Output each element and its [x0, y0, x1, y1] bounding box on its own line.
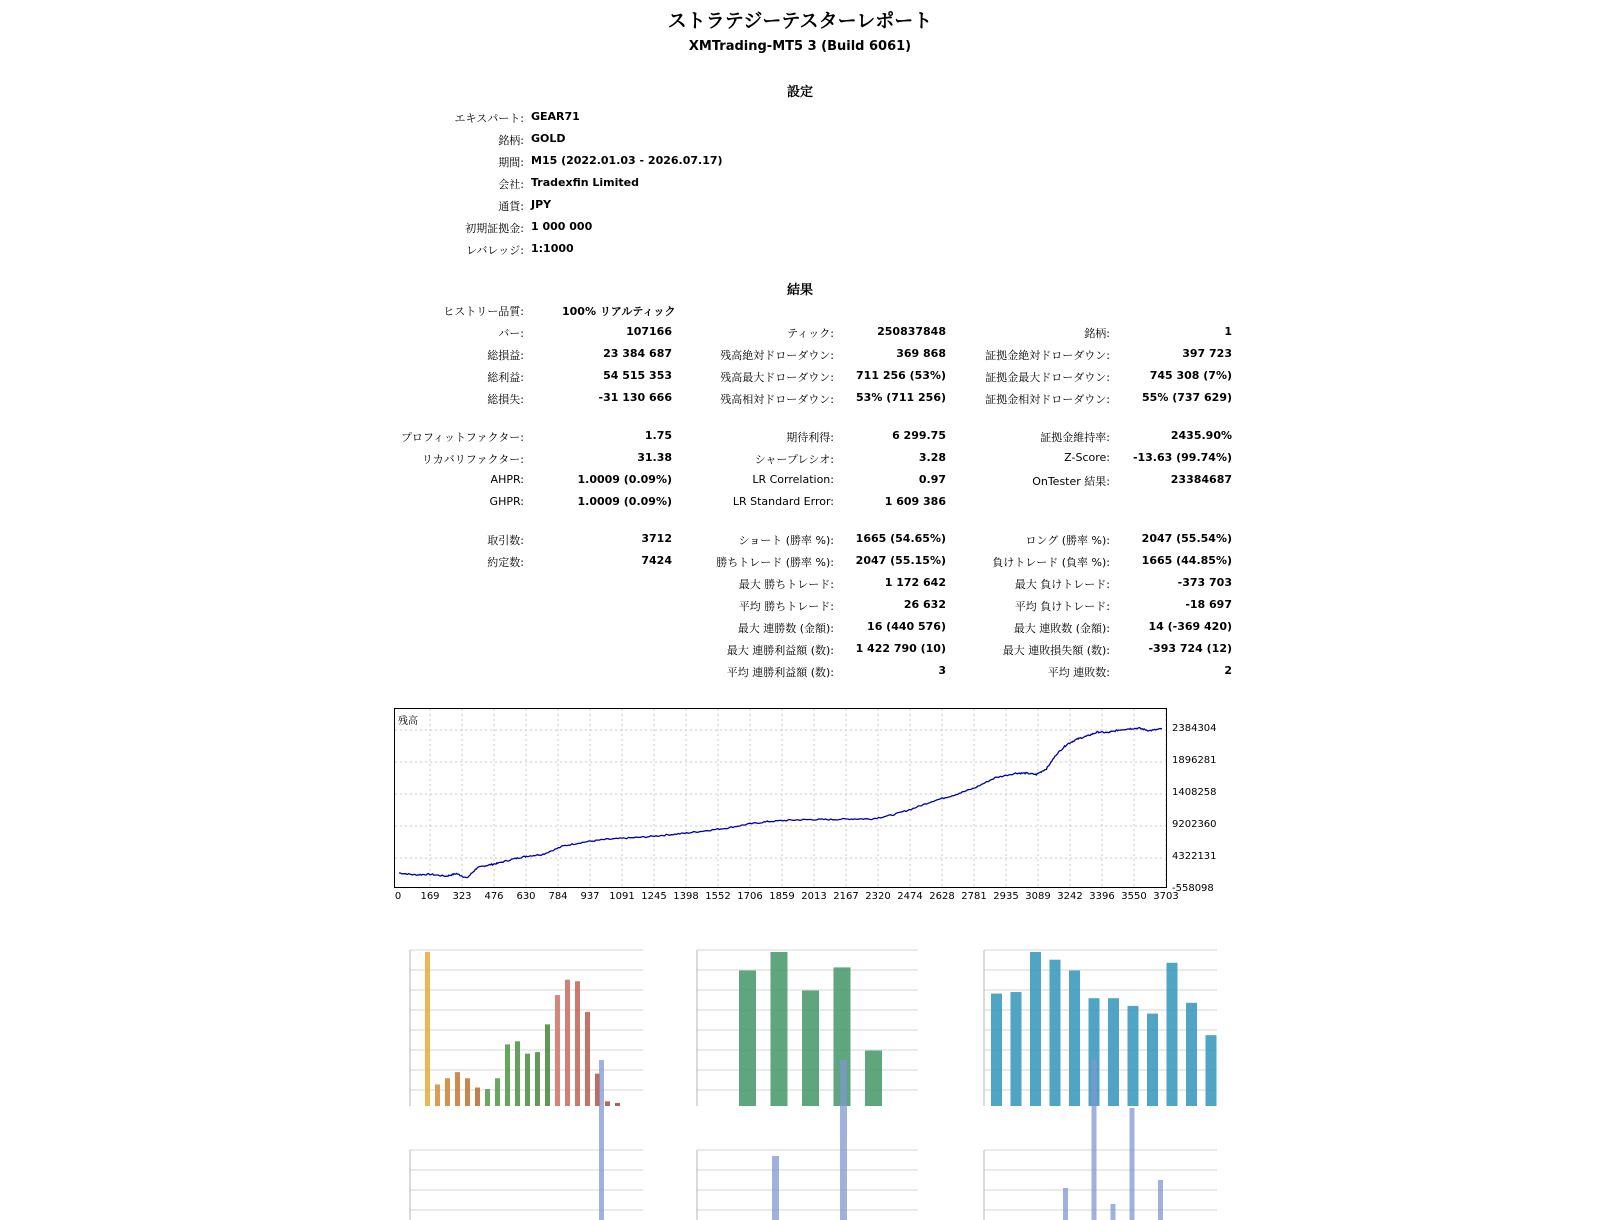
distribution-bar — [1069, 970, 1080, 1106]
balance-line — [399, 728, 1162, 878]
result-label: LR Standard Error: — [732, 495, 834, 508]
settings-label: 初期証拠金: — [465, 222, 524, 235]
distribution-bar — [1063, 1188, 1068, 1220]
distribution-bar — [515, 1041, 520, 1106]
distribution-bar — [991, 994, 1002, 1106]
distribution-bar — [505, 1044, 510, 1106]
result-label: AHPR: — [490, 473, 524, 486]
result-value: 16 (440 576) — [867, 620, 946, 633]
result-value: -13.63 (99.74%) — [1132, 451, 1232, 464]
result-value: 1.75 — [644, 429, 672, 442]
report-subtitle: XMTrading-MT5 3 (Build 6061) — [688, 39, 912, 54]
distribution-bar — [1158, 1180, 1163, 1220]
settings-value: 1:1000 — [531, 242, 574, 255]
x-tick-label: 2474 — [897, 891, 923, 902]
result-value: 2435.90% — [1170, 429, 1232, 442]
result-label: 証拠金相対ドローダウン: — [985, 393, 1110, 406]
distribution-charts — [0, 900, 1600, 1220]
result-value: 2047 (55.54%) — [1141, 532, 1232, 545]
x-tick-label: 3396 — [1089, 891, 1115, 902]
result-value: 397 723 — [1182, 347, 1232, 360]
distribution-bar — [739, 970, 756, 1106]
results-heading: 結果 — [786, 283, 813, 298]
result-label: 平均 勝ちトレード: — [738, 600, 834, 613]
result-label: 最大 連敗数 (金額): — [1013, 622, 1110, 635]
distribution-bar — [475, 1088, 480, 1106]
distribution-bar — [585, 1012, 590, 1106]
result-label: 平均 連敗数: — [1047, 666, 1110, 679]
distribution-bar — [865, 1051, 882, 1106]
result-value: 369 868 — [896, 347, 946, 360]
distribution-bar — [525, 1054, 530, 1106]
result-value: 54 515 353 — [603, 369, 672, 382]
result-value: 14 (-369 420) — [1148, 620, 1232, 633]
result-label: ショート (勝率 %): — [738, 534, 834, 547]
result-label: 平均 負けトレード: — [1014, 600, 1110, 613]
settings-label: レバレッジ: — [466, 244, 524, 257]
distribution-bar — [535, 1052, 540, 1106]
x-tick-label: 784 — [548, 891, 568, 902]
result-value: 2047 (55.15%) — [855, 554, 946, 567]
result-value: 23384687 — [1170, 473, 1232, 486]
distribution-bar — [802, 991, 819, 1107]
result-value: 1665 (44.85%) — [1141, 554, 1232, 567]
result-value: 1 172 642 — [884, 576, 946, 589]
result-label: 残高最大ドローダウン: — [720, 371, 834, 384]
result-label: 勝ちトレード (勝率 %): — [716, 556, 834, 569]
result-value: 55% (737 629) — [1142, 391, 1232, 404]
result-value: 107166 — [626, 325, 672, 338]
result-value: 1665 (54.65%) — [855, 532, 946, 545]
result-value: 250837848 — [877, 325, 946, 338]
settings-label: エキスパート: — [454, 112, 524, 125]
result-value: 26 632 — [903, 598, 946, 611]
x-tick-label: 1091 — [609, 891, 635, 902]
distribution-bar — [772, 1156, 779, 1220]
result-label: 最大 勝ちトレード: — [738, 578, 834, 591]
history-quality-value: 100% リアルティック — [562, 305, 676, 318]
x-tick-label: 2935 — [993, 891, 1019, 902]
result-label: 約定数: — [487, 556, 524, 569]
result-label: ティック: — [787, 327, 834, 340]
result-label: シャープレシオ: — [754, 453, 834, 466]
settings-value: 1 000 000 — [531, 220, 593, 233]
result-value: 23 384 687 — [603, 347, 672, 360]
result-label: 最大 負けトレード: — [1014, 578, 1110, 591]
distribution-bar — [1147, 1014, 1158, 1106]
distribution-bar — [1108, 998, 1119, 1106]
x-tick-label: 1706 — [737, 891, 763, 902]
x-tick-label: 3089 — [1025, 891, 1051, 902]
x-tick-label: 2013 — [801, 891, 827, 902]
x-tick-label: 169 — [420, 891, 440, 902]
result-value: 0.97 — [918, 473, 946, 486]
result-value: 31.38 — [637, 451, 672, 464]
x-tick-label: 1398 — [673, 891, 699, 902]
x-tick-label: 1552 — [705, 891, 731, 902]
result-label: 平均 連勝利益額 (数): — [726, 666, 834, 679]
distribution-bar — [545, 1024, 550, 1106]
settings-value: Tradexfin Limited — [531, 176, 639, 189]
settings-label: 期間: — [498, 156, 524, 169]
result-label: OnTester 結果: — [1032, 475, 1110, 488]
result-label: GHPR: — [489, 495, 524, 508]
distribution-bar — [1206, 1035, 1217, 1106]
result-label: LR Correlation: — [752, 473, 834, 486]
distribution-bar — [425, 952, 430, 1106]
x-tick-label: 0 — [394, 891, 402, 902]
settings-label: 銘柄: — [498, 134, 524, 147]
result-value: -373 703 — [1177, 576, 1232, 589]
distribution-bar — [599, 1060, 604, 1220]
x-tick-label: 630 — [516, 891, 536, 902]
result-value: 3 — [938, 664, 946, 677]
result-label: 負けトレード (負率 %): — [992, 556, 1110, 569]
x-tick-label: 2781 — [961, 891, 987, 902]
x-tick-label: 937 — [580, 891, 600, 902]
distribution-bar — [1030, 952, 1041, 1106]
result-label: 最大 連勝利益額 (数): — [726, 644, 834, 657]
history-quality-label: ヒストリー品質: — [443, 305, 524, 318]
distribution-bar — [1050, 960, 1061, 1106]
distribution-bar — [455, 1072, 460, 1106]
result-value: -31 130 666 — [598, 391, 672, 404]
result-value: 3712 — [641, 532, 672, 545]
result-label: 最大 連勝数 (金額): — [737, 622, 834, 635]
distribution-bar — [605, 1101, 610, 1106]
x-tick-label: 3703 — [1153, 891, 1179, 902]
distribution-bar — [485, 1089, 490, 1106]
result-label: 証拠金最大ドローダウン: — [985, 371, 1110, 384]
result-label: 総損失: — [487, 393, 524, 406]
settings-value: GEAR71 — [531, 110, 580, 123]
result-value: 745 308 (7%) — [1149, 369, 1232, 382]
y-tick-label: -558098 — [1172, 883, 1214, 894]
distribution-bar — [465, 1078, 470, 1106]
distribution-bar — [435, 1084, 440, 1106]
settings-value: JPY — [531, 198, 552, 211]
y-tick-label: 9202360 — [1172, 819, 1217, 830]
balance-chart-plot — [395, 709, 1166, 887]
distribution-bar — [495, 1078, 500, 1106]
settings-heading: 設定 — [786, 85, 813, 100]
result-value: 53% (711 256) — [856, 391, 946, 404]
balance-chart-title: 残高 — [398, 716, 418, 727]
distribution-bar — [565, 980, 570, 1106]
distribution-bar — [1092, 1060, 1097, 1220]
distribution-bar — [555, 995, 560, 1106]
result-label: 銘柄: — [1084, 327, 1110, 340]
distribution-bar — [1128, 1006, 1139, 1106]
distribution-bar — [1186, 1003, 1197, 1106]
distribution-bar — [840, 1060, 847, 1220]
result-value: -18 697 — [1185, 598, 1232, 611]
y-tick-label: 4322131 — [1172, 851, 1217, 862]
result-label: 期待利得: — [786, 431, 834, 444]
settings-value: GOLD — [531, 132, 566, 145]
distribution-bar — [771, 952, 788, 1106]
balance-chart — [394, 708, 1167, 888]
y-tick-label: 2384304 — [1172, 723, 1217, 734]
result-value: 3.28 — [918, 451, 946, 464]
x-tick-label: 323 — [452, 891, 472, 902]
result-label: バー: — [498, 327, 524, 340]
settings-label: 通貨: — [498, 200, 524, 213]
result-value: 2 — [1224, 664, 1232, 677]
report-title: ストラテジーテスターレポート — [667, 10, 933, 32]
result-label: 総利益: — [487, 371, 524, 384]
distribution-bar — [1011, 992, 1022, 1106]
result-label: 取引数: — [487, 534, 524, 547]
result-label: 証拠金維持率: — [1040, 431, 1110, 444]
result-label: ロング (勝率 %): — [1025, 534, 1110, 547]
result-label: 総損益: — [487, 349, 524, 362]
result-label: プロフィットファクター: — [400, 431, 524, 444]
result-value: 1.0009 (0.09%) — [577, 473, 672, 486]
settings-value: M15 (2022.01.03 - 2026.07.17) — [531, 154, 723, 167]
distribution-bar — [575, 981, 580, 1106]
result-value: 1 609 386 — [884, 495, 946, 508]
x-tick-label: 3550 — [1121, 891, 1147, 902]
distribution-bar — [1130, 1108, 1135, 1220]
distribution-bar — [445, 1078, 450, 1106]
result-label: 最大 連敗損失額 (数): — [1002, 644, 1110, 657]
distribution-bar — [1167, 963, 1178, 1106]
x-tick-label: 2628 — [929, 891, 955, 902]
result-value: -393 724 (12) — [1148, 642, 1232, 655]
x-tick-label: 2320 — [865, 891, 891, 902]
settings-label: 会社: — [498, 178, 524, 191]
x-tick-label: 1245 — [641, 891, 667, 902]
result-value: 6 299.75 — [892, 429, 946, 442]
x-tick-label: 476 — [484, 891, 504, 902]
distribution-bar — [615, 1103, 620, 1106]
result-label: Z-Score: — [1064, 451, 1110, 464]
x-tick-label: 3242 — [1057, 891, 1083, 902]
y-tick-label: 1896281 — [1172, 755, 1217, 766]
result-label: 残高相対ドローダウン: — [720, 393, 834, 406]
result-label: リカバリファクター: — [421, 453, 524, 466]
result-value: 1 — [1224, 325, 1232, 338]
result-value: 711 256 (53%) — [856, 369, 946, 382]
result-value: 7424 — [641, 554, 672, 567]
distribution-bar — [1111, 1204, 1116, 1220]
y-tick-label: 1408258 — [1172, 787, 1217, 798]
result-value: 1 422 790 (10) — [855, 642, 946, 655]
result-label: 証拠金絶対ドローダウン: — [985, 349, 1110, 362]
x-tick-label: 1859 — [769, 891, 795, 902]
result-value: 1.0009 (0.09%) — [577, 495, 672, 508]
result-label: 残高絶対ドローダウン: — [720, 349, 834, 362]
x-tick-label: 2167 — [833, 891, 859, 902]
